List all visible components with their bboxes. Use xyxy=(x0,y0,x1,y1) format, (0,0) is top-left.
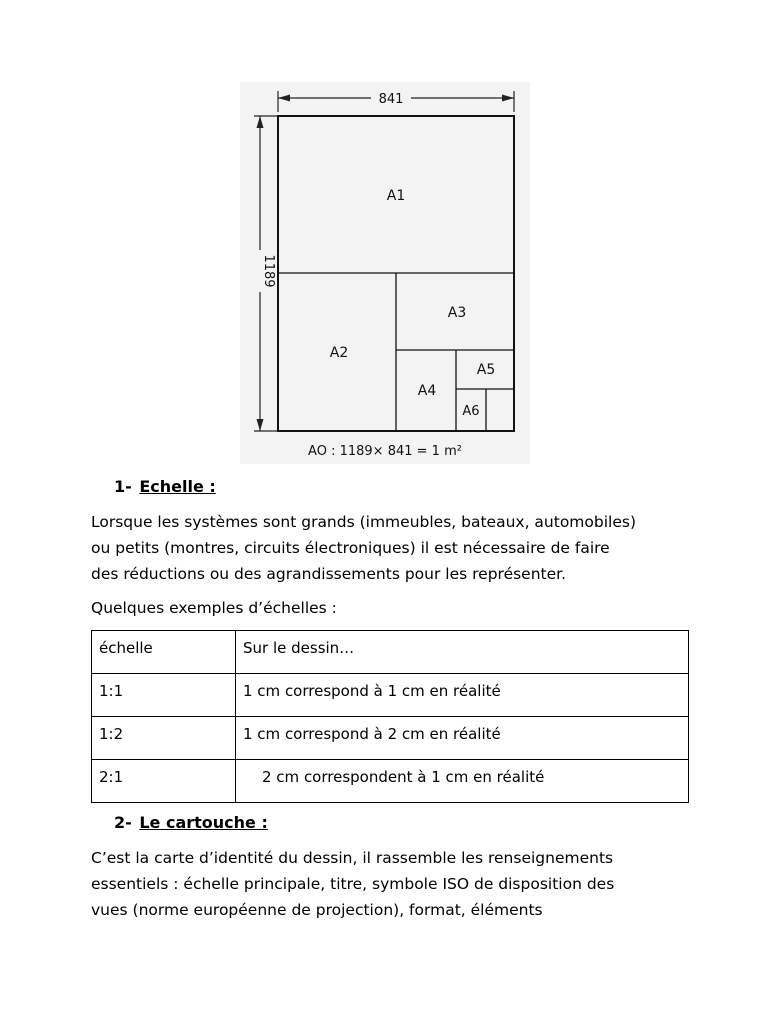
table-row xyxy=(92,717,689,760)
format-label-a5: A5 xyxy=(476,362,496,378)
format-label-a4: A4 xyxy=(417,383,437,399)
table-cell: 1:2 xyxy=(92,717,236,760)
section-1-number: 1- xyxy=(114,477,132,496)
table-cell: 1 cm correspond à 1 cm en réalité xyxy=(236,674,689,717)
scale-table xyxy=(91,630,689,803)
table-header-cell: échelle xyxy=(92,631,236,674)
section-2-number: 2- xyxy=(114,813,132,832)
format-label-a6: A6 xyxy=(462,404,480,419)
examples-label: Quelques exemples d’échelles : xyxy=(91,599,337,617)
section-1-title: Echelle : xyxy=(139,477,216,496)
section-1-paragraph: Lorsque les systèmes sont grands (immeubles, bateaux, automobiles) ou petits (montres, circuits électroniques) il est nécessaire de faire des réductions ou des agrandissements pour les représenter. xyxy=(91,513,636,583)
table-header-row xyxy=(92,631,689,674)
table-row xyxy=(92,674,689,717)
section-1-heading xyxy=(114,477,216,496)
table-cell: 1:1 xyxy=(92,674,236,717)
format-label-a2: A2 xyxy=(329,345,349,361)
table-cell: 2 cm correspondent à 1 cm en réalité xyxy=(236,760,689,803)
section-2-heading xyxy=(114,813,268,832)
section-2-paragraph: C’est la carte d’identité du dessin, il rassemble les renseignements essentiels : échelle principale, titre, symbole ISO de disposition des vues (norme européenne de projection), format, éléments xyxy=(91,849,615,919)
table-cell: 1 cm correspond à 2 cm en réalité xyxy=(236,717,689,760)
height-label: 1189 xyxy=(261,254,276,288)
format-label-a3: A3 xyxy=(447,305,467,321)
table-cell: 2:1 xyxy=(92,760,236,803)
paper-format-diagram xyxy=(240,82,530,464)
table-row xyxy=(92,760,689,803)
table-header-cell: Sur le dessin… xyxy=(236,631,689,674)
section-2-title: Le cartouche : xyxy=(139,813,268,832)
width-label: 841 xyxy=(378,92,404,107)
diagram-caption: AO : 1189× 841 = 1 m² xyxy=(308,444,462,459)
format-label-a1: A1 xyxy=(386,188,406,204)
